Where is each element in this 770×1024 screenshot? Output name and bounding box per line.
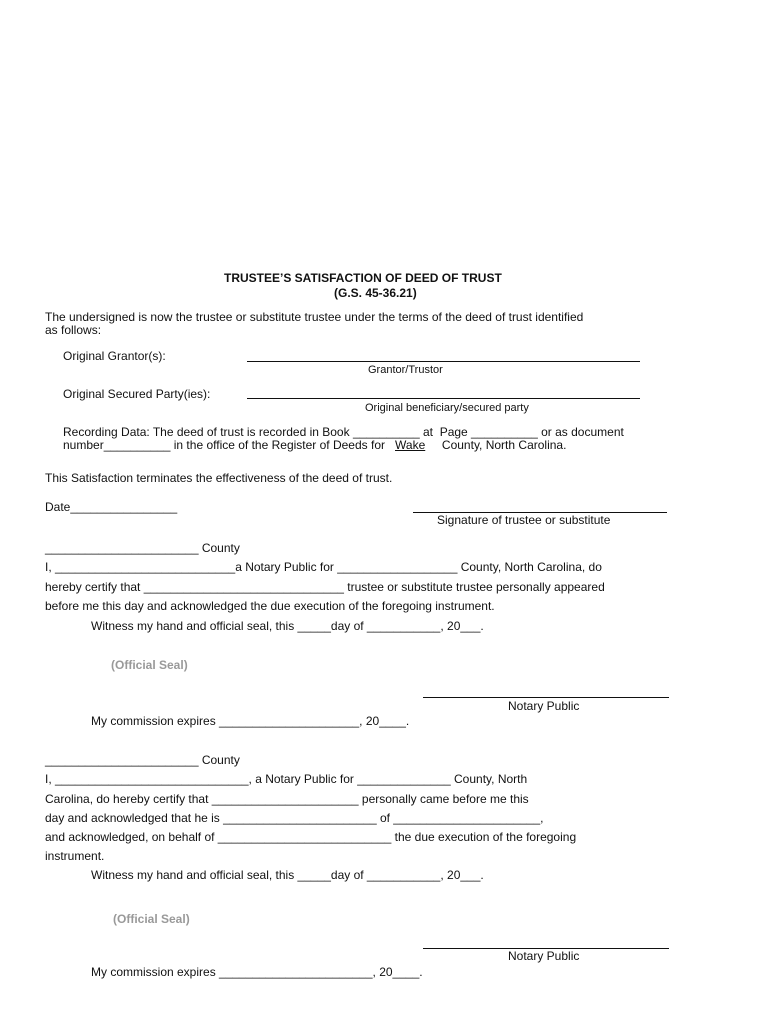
grantor-signature-line[interactable]	[247, 361, 640, 362]
secured-party-label: Original Secured Party(ies):	[63, 387, 211, 401]
secured-party-line[interactable]	[247, 398, 640, 399]
recording-county-value: Wake	[395, 438, 426, 452]
recording-data-line1: Recording Data: The deed of trust is recorded in Book __________ at Page __________ or as document	[63, 425, 624, 439]
notary1-official-seal: (Official Seal)	[111, 658, 188, 672]
intro-text-line2: as follows:	[45, 323, 102, 337]
secured-party-caption: Original beneficiary/secured party	[365, 402, 529, 414]
notary2-witness-line: Witness my hand and official seal, this _____day of ___________, 20___.	[91, 868, 484, 882]
grantor-caption: Grantor/Trustor	[368, 364, 443, 376]
notary2-text-line4: and acknowledged, on behalf of __________________________ the due execution of the foregoing	[45, 830, 577, 844]
statute-reference: (G.S. 45-36.21)	[334, 286, 417, 300]
notary2-county-line: _______________________ County	[45, 753, 240, 767]
recording-data-line2	[63, 438, 566, 452]
notary1-county-line: _______________________ County	[45, 541, 240, 555]
notary1-text-line3: before me this day and acknowledged the due execution of the foregoing instrument.	[45, 599, 495, 613]
notary2-text-line5: instrument.	[45, 849, 105, 863]
notary1-signature-line[interactable]	[423, 697, 669, 698]
notary1-caption: Notary Public	[508, 699, 580, 713]
intro-text-line1: The undersigned is now the trustee or substitute trustee under the terms of the deed of trust identified	[45, 310, 584, 324]
recording-county-suffix: County, North Carolina.	[441, 438, 567, 452]
notary2-caption: Notary Public	[508, 949, 580, 963]
grantor-label: Original Grantor(s):	[63, 349, 166, 363]
notary2-commission-expires: My commission expires _______________________, 20____.	[91, 965, 423, 979]
recording-number-text: number__________ in the office of the Register of Deeds for	[63, 438, 385, 452]
terminates-statement: This Satisfaction terminates the effectiveness of the deed of trust.	[45, 471, 393, 485]
notary1-text-line2: hereby certify that ______________________________ trustee or substitute trustee personally appeared	[45, 580, 605, 594]
notary2-official-seal: (Official Seal)	[113, 912, 190, 926]
notary1-text-line1: I, ___________________________a Notary Public for __________________ County, North Carolina, do	[45, 560, 602, 574]
notary2-text-line3: day and acknowledged that he is _______________________ of ______________________,	[45, 811, 544, 825]
notary1-witness-line: Witness my hand and official seal, this _____day of ___________, 20___.	[91, 619, 484, 633]
notary1-commission-expires: My commission expires _____________________, 20____.	[91, 714, 410, 728]
document-title: TRUSTEE’S SATISFACTION OF DEED OF TRUST	[224, 271, 502, 285]
notary2-text-line1: I, _____________________________, a Notary Public for ______________ County, North	[45, 772, 528, 786]
trustee-signature-caption: Signature of trustee or substitute	[437, 513, 611, 527]
date-field[interactable]: Date________________	[45, 500, 178, 514]
notary2-text-line2: Carolina, do hereby certify that ______________________ personally came before me this	[45, 792, 529, 806]
